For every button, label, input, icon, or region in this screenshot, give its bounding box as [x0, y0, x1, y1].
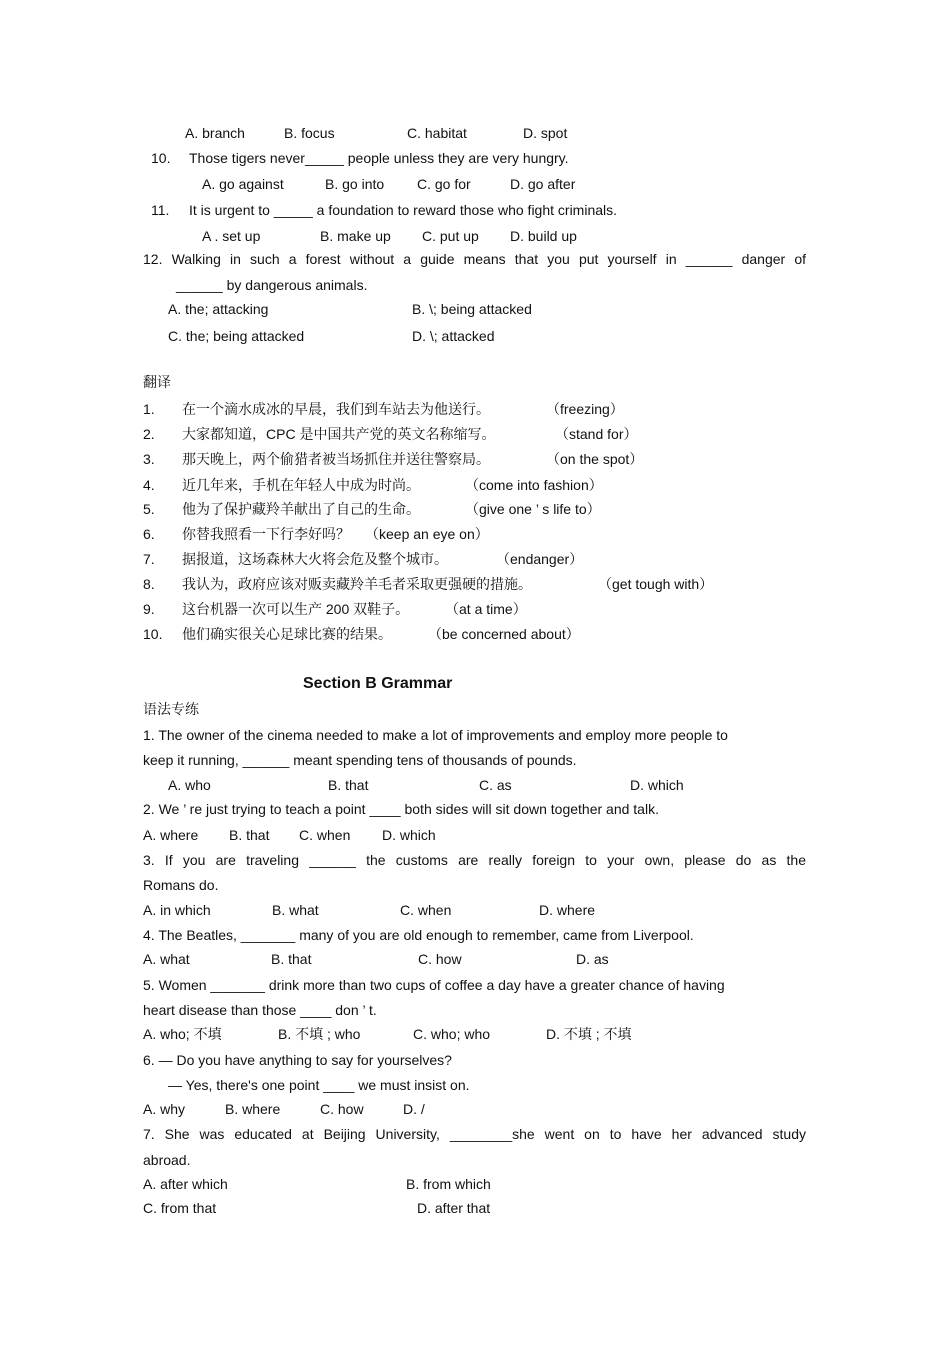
translation-item-number: 3.: [143, 451, 155, 467]
q9-option-d: D. spot: [523, 125, 568, 141]
q11-number: 11.: [151, 202, 170, 218]
g1-option-a: A. who: [168, 777, 211, 793]
q11-option-b: B. make up: [320, 228, 391, 244]
g6-stem-line2: — Yes, there's one point ____ we must insist on.: [168, 1077, 470, 1093]
g5-option-d: D. 不填 ; 不填: [546, 1026, 632, 1042]
q10-number: 10.: [151, 150, 171, 166]
g1-option-d: D. which: [630, 777, 684, 793]
q10-option-d: D. go after: [510, 176, 576, 192]
translation-item-text: 你替我照看一下行李好吗？: [182, 526, 350, 542]
g3-option-b: B. what: [272, 902, 319, 918]
g3-stem-line1: 3. If you are traveling ______ the customs are really foreign to your own, please do as the: [143, 852, 806, 868]
translation-heading: 翻译: [143, 374, 171, 390]
translation-item-hint: （at a time）: [445, 601, 527, 617]
g4-option-b: B. that: [271, 951, 312, 967]
translation-item-number: 1.: [143, 401, 155, 417]
g2-option-d: D. which: [382, 827, 436, 843]
g2-option-b: B. that: [229, 827, 270, 843]
g3-option-a: A. in which: [143, 902, 211, 918]
q9-option-b: B. focus: [284, 125, 335, 141]
q10-option-c: C. go for: [417, 176, 471, 192]
g5-option-c: C. who; who: [413, 1026, 491, 1042]
translation-item-text: 在一个滴水成冰的早晨，我们到车站去为他送行。: [182, 401, 490, 417]
g2-option-a: A. where: [143, 827, 199, 843]
g3-option-c: C. when: [400, 902, 452, 918]
translation-item-hint: （endanger）: [496, 551, 584, 567]
q10-stem: Those tigers never_____ people unless they are very hungry.: [189, 150, 569, 166]
g7-option-c: C. from that: [143, 1200, 217, 1216]
translation-item-number: 8.: [143, 576, 155, 592]
q10-option-b: B. go into: [325, 176, 385, 192]
section-title: Section B Grammar: [303, 675, 453, 692]
translation-item-hint: （keep an eye on）: [365, 526, 489, 542]
g6-option-a: A. why: [143, 1101, 186, 1117]
g4-option-d: D. as: [576, 951, 609, 967]
translation-item-text: 这台机器一次可以生产 200 双鞋子。: [182, 601, 410, 617]
q9-option-c: C. habitat: [407, 125, 467, 141]
grammar-subheading: 语法专练: [143, 701, 199, 717]
g1-stem-line2: keep it running, ______ meant spending tens of thousands of pounds.: [143, 752, 577, 768]
g5-option-b: B. 不填 ; who: [278, 1026, 361, 1042]
g5-option-a: A. who; 不填: [143, 1026, 222, 1042]
translation-item-number: 6.: [143, 526, 155, 542]
g6-option-b: B. where: [225, 1101, 281, 1117]
g4-stem: 4. The Beatles, _______ many of you are old enough to remember, came from Liverpool.: [143, 927, 694, 943]
q12-option-b: B. \; being attacked: [412, 301, 532, 317]
g3-stem-line2: Romans do.: [143, 877, 219, 893]
q9-option-a: A. branch: [185, 125, 245, 141]
translation-item-text: 那天晚上，两个偷猎者被当场抓住并送往警察局。: [182, 451, 490, 467]
q12-option-c: C. the; being attacked: [168, 328, 305, 344]
translation-item-text: 近几年来，手机在年轻人中成为时尚。: [182, 477, 420, 493]
translation-item-hint: （stand for）: [555, 426, 638, 442]
g6-option-d: D. /: [403, 1101, 425, 1117]
g5-stem-line1: 5. Women _______ drink more than two cups of coffee a day have a greater chance of having: [143, 977, 725, 993]
q12-option-d: D. \; attacked: [412, 328, 495, 344]
g6-stem-line1: 6. — Do you have anything to say for yourselves?: [143, 1052, 452, 1068]
g2-stem: 2. We ’ re just trying to teach a point ____ both sides will sit down together and talk.: [143, 801, 659, 817]
g1-option-b: B. that: [328, 777, 369, 793]
g7-stem-line1: 7. She was educated at Beijing University, ________she went on to have her advanced study: [143, 1126, 806, 1142]
q11-option-a: A . set up: [202, 228, 261, 244]
translation-item-text: 大家都知道，CPC 是中国共产党的英文名称缩写。: [182, 426, 496, 442]
translation-item-hint: （come into fashion）: [465, 477, 603, 493]
translation-item-text: 据报道，这场森林大火将会危及整个城市。: [182, 551, 448, 567]
translation-item-number: 10.: [143, 626, 163, 642]
q12-stem-line2: ______ by dangerous animals.: [176, 277, 368, 293]
g7-option-a: A. after which: [143, 1176, 228, 1192]
g1-stem-line1: 1. The owner of the cinema needed to make a lot of improvements and employ more people to: [143, 727, 728, 743]
translation-item-number: 9.: [143, 601, 155, 617]
q12-option-a: A. the; attacking: [168, 301, 269, 317]
translation-item-text: 他们确实很关心足球比赛的结果。: [182, 626, 392, 642]
translation-item-hint: （on the spot）: [546, 451, 644, 467]
g2-option-c: C. when: [299, 827, 351, 843]
translation-item-hint: （freezing）: [546, 401, 624, 417]
translation-item-number: 4.: [143, 477, 155, 493]
g5-stem-line2: heart disease than those ____ don ’ t.: [143, 1002, 377, 1018]
q11-stem: It is urgent to _____ a foundation to reward those who fight criminals.: [189, 202, 618, 218]
translation-item-number: 7.: [143, 551, 155, 567]
g7-option-d: D. after that: [417, 1200, 491, 1216]
translation-item-hint: （get tough with）: [598, 576, 714, 592]
g7-option-b: B. from which: [406, 1176, 491, 1192]
g4-option-c: C. how: [418, 951, 462, 967]
g7-stem-line2: abroad.: [143, 1152, 191, 1168]
translation-item-number: 2.: [143, 426, 155, 442]
q11-option-d: D. build up: [510, 228, 577, 244]
g1-option-c: C. as: [479, 777, 512, 793]
q12-stem-line1: 12. Walking in such a forest without a guide means that you put yourself in ______ danger of: [143, 251, 806, 267]
g4-option-a: A. what: [143, 951, 190, 967]
translation-item-hint: （give one ’ s life to）: [465, 501, 601, 517]
translation-item-hint: （be concerned about）: [428, 626, 580, 642]
translation-item-text: 他为了保护藏羚羊献出了自己的生命。: [182, 501, 420, 517]
q10-option-a: A. go against: [202, 176, 284, 192]
translation-item-number: 5.: [143, 501, 155, 517]
q11-option-c: C. put up: [422, 228, 479, 244]
g3-option-d: D. where: [539, 902, 596, 918]
translation-item-text: 我认为，政府应该对贩卖藏羚羊毛者采取更强硬的措施。: [182, 576, 532, 592]
g6-option-c: C. how: [320, 1101, 364, 1117]
